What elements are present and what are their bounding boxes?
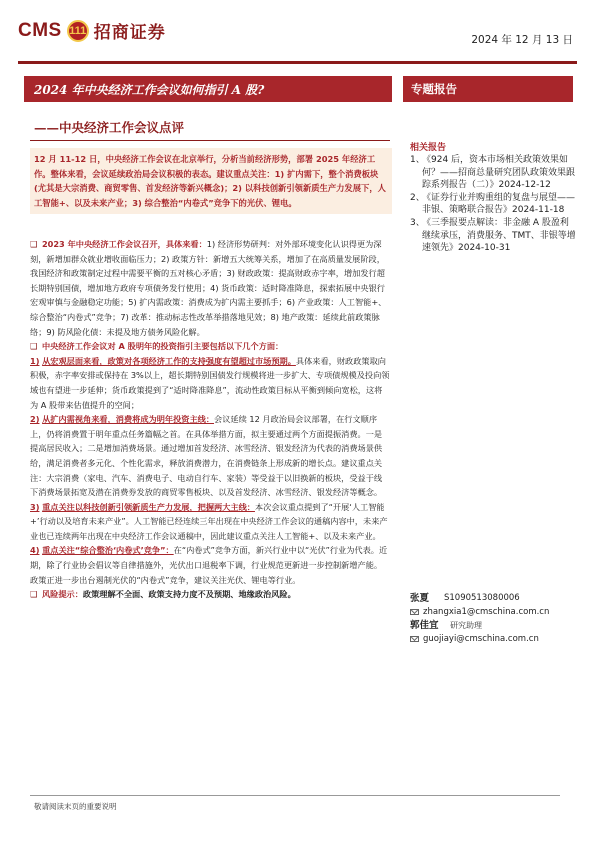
related-report-text: 《证券行业并购重组的复盘与展望——非银、策略联合报告》2024-11-18 [422,192,576,216]
header-divider [18,61,577,64]
footer-divider [30,795,560,796]
item-body: 本次会议重点提到了“开展‘人工智能+’行动以及培育未来产业”。人工智能已经连续三年出现在中央经济工作会议的通稿内容中，未来产业也已连续两年出现在中央经济工作会议通稿中，因此建议重点关注人工智能+、以及未来产业。 [30,501,388,541]
author-block [410,592,580,646]
item-highlight: 从宏观层面来看，政策对各项经济工作的支持强度有望超过市场预期。 [42,355,296,366]
guidance-item [30,412,390,500]
author-name: 张夏 [410,593,430,605]
item-number: 4) [30,545,40,556]
footer-note: 敬请阅读末页的重要说明 [34,802,117,811]
related-report-item[interactable] [410,192,576,217]
guidance-item [30,543,390,587]
square-bullet-icon: ❑ [30,589,38,600]
related-report-num: 3、 [410,217,425,228]
item-number: 3) [30,501,40,512]
author-row [410,592,580,606]
item-highlight: 重点关注以科技创新引领新质生产力发展，把握两大主线： [42,501,255,512]
item-highlight: 从扩内需视角来看，消费将成为明年投资主线： [42,414,215,425]
author-name: 郭佳宜 [410,620,439,632]
report-title: 2024 年中央经济工作会议如何指引 A 股? [34,82,265,97]
main-content [30,237,390,602]
paragraph-lead: 中央经济工作会议对 A 股明年的投资指引主要包括以下几个方面： [41,341,284,352]
subtitle-divider [30,140,390,141]
report-date: 2024 年 12 月 13 日 [471,34,573,46]
paragraph-lead: 2023 年中央经济工作会议召开，具体来看： [41,239,207,249]
company-logo [18,18,166,43]
related-report-num: 1、 [410,155,425,165]
guidance-item [30,500,390,544]
paragraph-meeting [30,237,390,339]
logo-cn-text: 招商证券 [93,23,166,43]
item-number: 2) [30,414,40,425]
related-report-item[interactable] [410,154,576,192]
title-bar [24,76,392,102]
related-report-text: 《三季报要点解读：非金融 A 股盈利继续承压，消费服务、TMT、非银等增速领先》2024-10-31 [422,217,576,254]
summary-box [30,148,392,214]
related-report-item[interactable] [410,217,576,255]
logo-badge-icon: 111 [67,20,89,42]
report-type: 专题报告 [411,82,457,96]
paragraph-body: 1) 经济形势研判：对外部环境变化认识得更为深刻，新增加群众就业增收面临压力；2) 政策方针：新增五大统筹关系，增加了在高质量发展阶段，我国经济和政策制定过程中需要平衡的五对核心矛盾；3) 财政政策：提高财政赤字率，增加发行超长期特别国债，增加地方政府专项债务发行使用；4) 货币政策：适时降准降息，探索拓展中央银行宏观审慎与金融稳定功能；5) 扩内需政策：消费成为扩内需主要抓手；6) 产业政策：人工智能+、综合整治“内卷式”竞争；7) 改革：推动标志性改革举措落地见效；8) 地产政策：延续此前政策脉络；9) 防风险化债：未提及地方债务风险化解。 [30,239,387,337]
item-number: 1) [30,355,40,366]
author-role: 研究助理 [450,621,482,631]
item-body: 在“内卷式”竞争方面，新兴行业中以“光伏”行业为代表。近期，除了行业协会倡议等自律措施外，光伏出口退税率下调，行业规范更新进一步控制新增产能。政策正进一步出台遏制光伏的“内卷式”竞争，建议关注光伏、锂电等行业。 [30,545,388,585]
logo-text: CMS [18,19,62,41]
item-body: 会议延续 12 月政治局会议部署，在行文顺序上，仍将消费置于明年重点任务篇幅之首。在具体举措方面，拟主要通过两个方面提振消费。一是提高居民收入；二是增加消费场景。通过增加首发经济、冰雪经济、银发经济为代表的消费场景供给，满足消费者多元化、个性化需求，释放消费潜力，在消费链条上形成新的增长点。建议重点关注：大宗消费（家电、汽车、消费电子、电动自行车、家装）等受益于以旧换新的板块，受益于线下消费场景拓宽及潜在消费券发放的商贸零售板块、以及首发经济、冰雪经济、银发经济等概念。 [30,414,383,498]
author-email-row [410,633,580,647]
guidance-item [30,354,390,412]
risk-lead: 风险提示： [41,589,83,600]
author-email[interactable]: guojiayi@cmschina.com.cn [423,633,539,644]
report-type-bar [403,76,573,102]
square-bullet-icon: ❑ [30,239,38,249]
related-report-text: 《924 后，资本市场相关政策效果如何？——招商总量研究团队政策效果跟踪系列报告（二）》2024-12-12 [422,155,576,191]
square-bullet-icon: ❑ [30,341,38,352]
related-report-num: 2、 [410,192,425,203]
mail-icon [410,609,419,615]
risk-body: 政策理解不全面、政策支持力度不及预期、地缘政治风险。 [82,589,296,600]
risk-paragraph [30,587,390,602]
author-row [410,619,580,633]
author-email-row [410,606,580,620]
summary-text: 12 月 11-12 日，中央经济工作会议在北京举行，分析当前经济形势，部署 2025 年经济工作。整体来看，会议延续政治局会议积极的表态。建议重点关注：1) 扩内需下，整个消费板块(尤其是大宗消费、商贸零售、首发经济等新兴概念)；2) 以科技创新引领新质生产力发展下，人工智能+、以及未来产业；3) 综合整治“内卷式”竞争下的光伏、锂电。 [34,154,386,208]
author-email[interactable]: zhangxia1@cmschina.com.cn [423,606,550,617]
mail-icon [410,636,419,642]
item-body: 具体来看，财政政策取向积极，赤字率安排或保持在 3%以上，超长期特别国债发行规模将进一步扩大、专项债规模及投向领域也有望进一步延伸；货币政策提到了“适时降准降息”，流动性政策目标从平衡到倾向宽松，这将为 A 股带来估值提升的空间； [30,355,390,410]
author-license-id: S1090513080006 [444,593,520,604]
paragraph-guidance [30,339,390,354]
report-subtitle: ——中央经济工作会议点评 [34,120,185,135]
related-reports-list [410,154,576,255]
related-reports-title: 相关报告 [410,143,447,153]
item-highlight: 重点关注“综合整治‘内卷式’竞争”： [42,545,174,556]
